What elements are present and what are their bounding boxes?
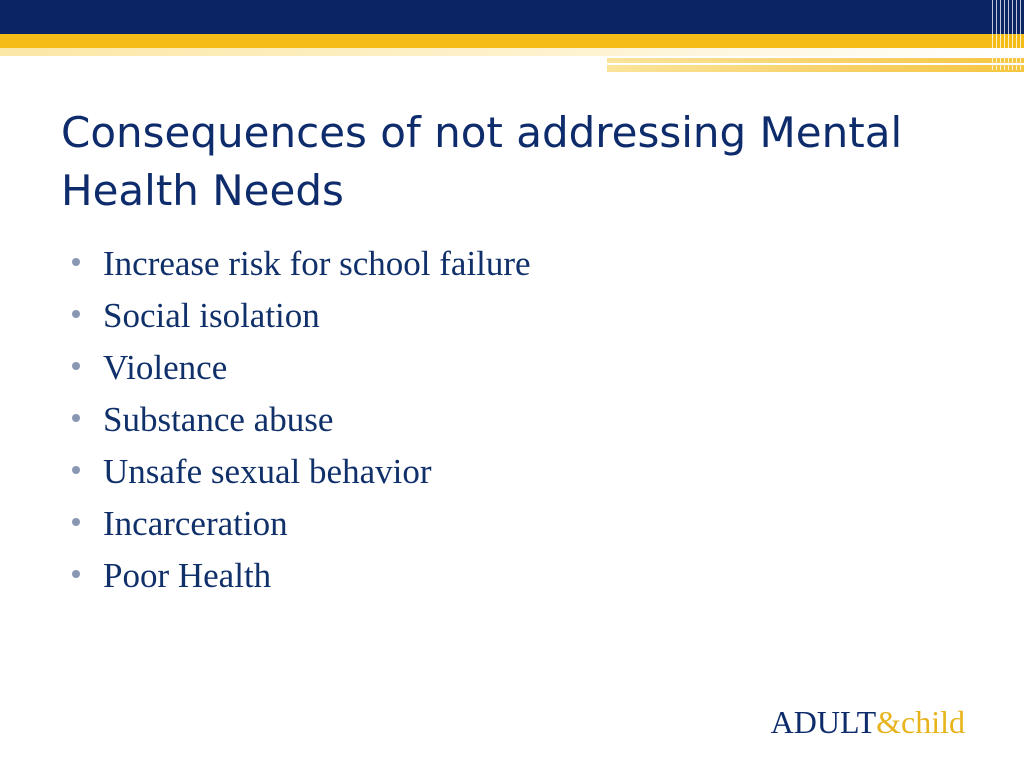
bullet-text: Incarceration <box>103 504 288 543</box>
header-banner-navy <box>0 0 1024 34</box>
bullet-list <box>72 244 531 608</box>
bullet-dot-icon <box>72 466 80 474</box>
bullet-text: Substance abuse <box>103 400 334 439</box>
logo-child-text: &child <box>876 704 965 740</box>
bullet-item <box>72 452 531 504</box>
bullet-text: Violence <box>103 348 228 387</box>
bullet-item <box>72 504 531 556</box>
header-banner-gold-fade <box>0 48 1024 56</box>
bullet-item <box>72 400 531 452</box>
bullet-dot-icon <box>72 518 80 526</box>
bullet-dot-icon <box>72 362 80 370</box>
bullet-item <box>72 556 531 608</box>
bullet-dot-icon <box>72 570 80 578</box>
bullet-dot-icon <box>72 258 80 266</box>
bullet-dot-icon <box>72 310 80 318</box>
bullet-item <box>72 296 531 348</box>
header-accent-divider <box>607 63 1024 65</box>
header-banner-gold <box>0 34 1024 48</box>
bullet-text: Unsafe sexual behavior <box>103 452 432 491</box>
bullet-item <box>72 244 531 296</box>
slide-title: Consequences of not addressing Mental Health Needs <box>61 108 903 215</box>
bullet-text: Poor Health <box>103 556 272 595</box>
logo-adult-text: ADULT <box>770 704 877 740</box>
bullet-text: Social isolation <box>103 296 320 335</box>
bullet-text: Increase risk for school failure <box>103 244 531 283</box>
bullet-item <box>72 348 531 400</box>
adult-child-logo <box>771 702 965 742</box>
bullet-dot-icon <box>72 414 80 422</box>
header-stripes-decoration <box>992 0 1024 70</box>
